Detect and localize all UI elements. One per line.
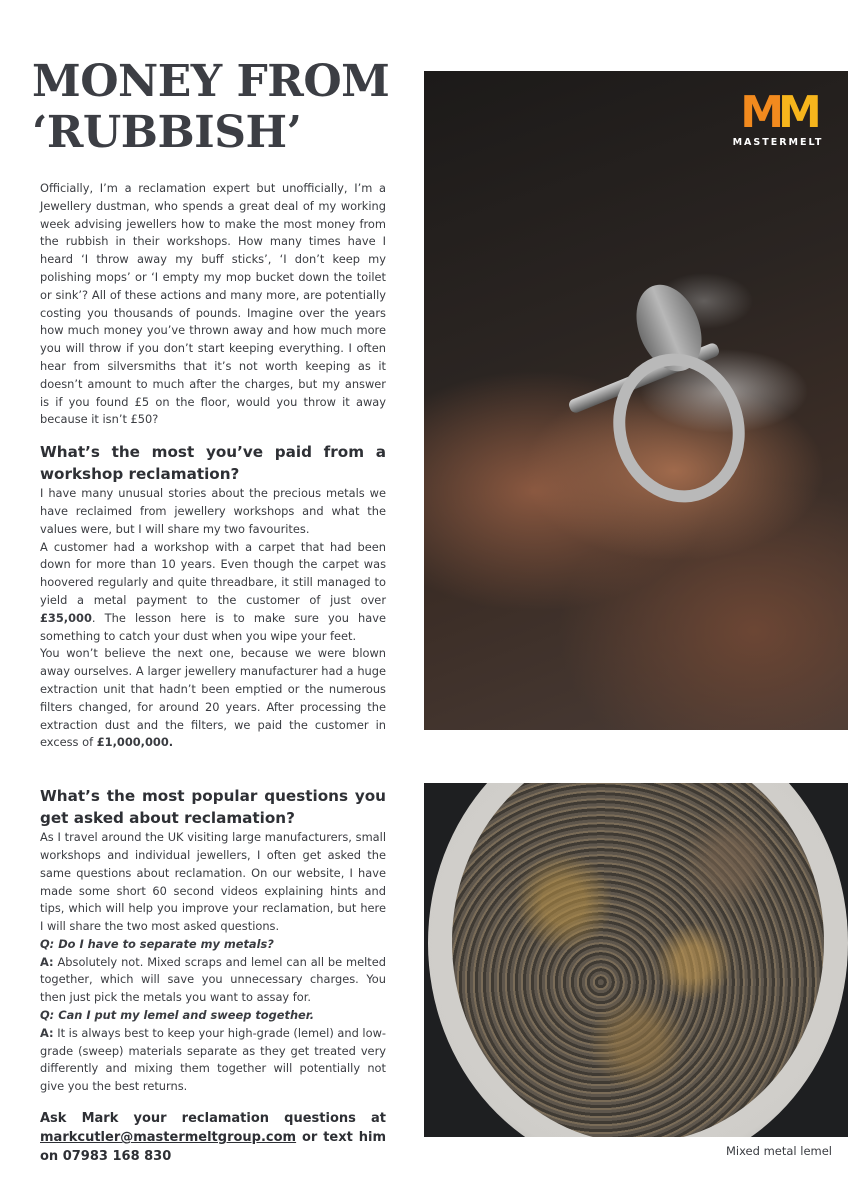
mastermelt-logo — [730, 87, 826, 148]
question-1: Q: Do I have to separate my metals? — [40, 936, 274, 951]
intro-paragraph: Officially, I’m a reclamation expert but unofficially, I’m a Jewellery dustman, who spends a great deal of my working week advising jewellers how to make the most money from the rubbish in their workshops. How many times have I heard ‘I throw away my buff sticks’, ‘I don’t keep my polishing mops’ or ‘I empty my mop bucket down the toilet or sink’? All of these actions and many more, are potentially costing you thousands of pounds. Imagine over the years how much money you’ve thrown away and how much more you will throw if you don’t start keeping everything. I often hear from silversmiths that it’s not worth keeping as it doesn’t amount to much after the charges, but my answer is if you found £5 on the floor, would you throw it away because it isn’t £50? — [40, 181, 386, 427]
page-title-line-1: MONEY FROM — [32, 56, 390, 107]
ring-being-polished — [597, 339, 761, 518]
answer-label: A: — [40, 954, 54, 969]
text-run: It is always best to keep your high-grade (lemel) and low-grade (sweep) materials separate as they get treated very differently and mixing them together will potentially not give you the best returns. — [40, 1025, 386, 1094]
bowl — [428, 783, 848, 1137]
logo-letter: M — [740, 87, 778, 138]
section-2-paragraph-1: As I travel around the UK visiting large manufacturers, small workshops and individual jewellers, I often get asked the same questions about reclamation. On our website, I have made some short 60 second videos explaining hints and tips, which will help you improve your reclamation, but here I will share the two most asked questions. — [40, 830, 386, 934]
page-title — [32, 56, 402, 158]
metal-scraps — [452, 783, 824, 1137]
text-run: or text him on — [40, 1130, 386, 1165]
question-2: Q: Can I put my lemel and sweep together. — [40, 1008, 315, 1023]
text-run: You won’t believe the next one, because we were blown away ourselves. A larger jewellery manufacturer had a huge extraction unit that hadn’t been emptied or the numerous filters changed, for around 20 years. After processing the extraction dust and the filters, we paid the customer in excess of — [40, 646, 386, 750]
jeweller-polishing-photo — [424, 71, 848, 730]
text-run: . The lesson here is to make sure you have something to catch your dust when you wipe your feet. — [40, 610, 386, 643]
email-link[interactable]: markcutler@mastermeltgroup.com — [40, 1130, 297, 1146]
page-title-line-2: ‘RUBBISH’ — [32, 107, 302, 158]
text-run: A customer had a workshop with a carpet that had been down for more than 10 years. Even though the carpet was hoovered regularly and quite threadbare, it still managed to yield a metal payment to the customer of just over — [40, 539, 386, 607]
section-1-paragraph-1: I have many unusual stories about the precious metals we have reclaimed from jewellery workshops and what the values were, but I will share my two favourites. — [40, 486, 386, 536]
mixed-lemel-photo — [424, 783, 848, 1137]
section-1-heading: What’s the most you’ve paid from a workshop reclamation? — [40, 443, 386, 483]
amount-1000000: £1,000,000. — [96, 735, 174, 750]
section-1-paragraph-2 — [40, 539, 386, 646]
answer-2 — [40, 1025, 386, 1096]
article-body — [40, 180, 386, 1166]
section-2-heading: What’s the most popular questions you get asked about reclamation? — [40, 787, 386, 827]
answer-label: A: — [40, 1025, 54, 1040]
text-run: Ask Mark your reclamation questions at — [40, 1111, 386, 1127]
answer-1 — [40, 954, 386, 1007]
photo-caption: Mixed metal lemel — [725, 1144, 832, 1158]
amount-35000: £35,000 — [40, 610, 92, 625]
text-run: Absolutely not. Mixed scraps and lemel can all be melted together, which will save you unnecessary charges. You then just pick the metals you want to assay for. — [40, 954, 386, 1005]
logo-wordmark: MASTERMELT — [732, 137, 824, 148]
logo-mark — [730, 87, 826, 138]
section-1-paragraph-3 — [40, 645, 386, 752]
logo-letter: M — [778, 87, 816, 138]
phone-number: 07983 168 830 — [62, 1149, 172, 1165]
call-to-action — [40, 1109, 386, 1166]
